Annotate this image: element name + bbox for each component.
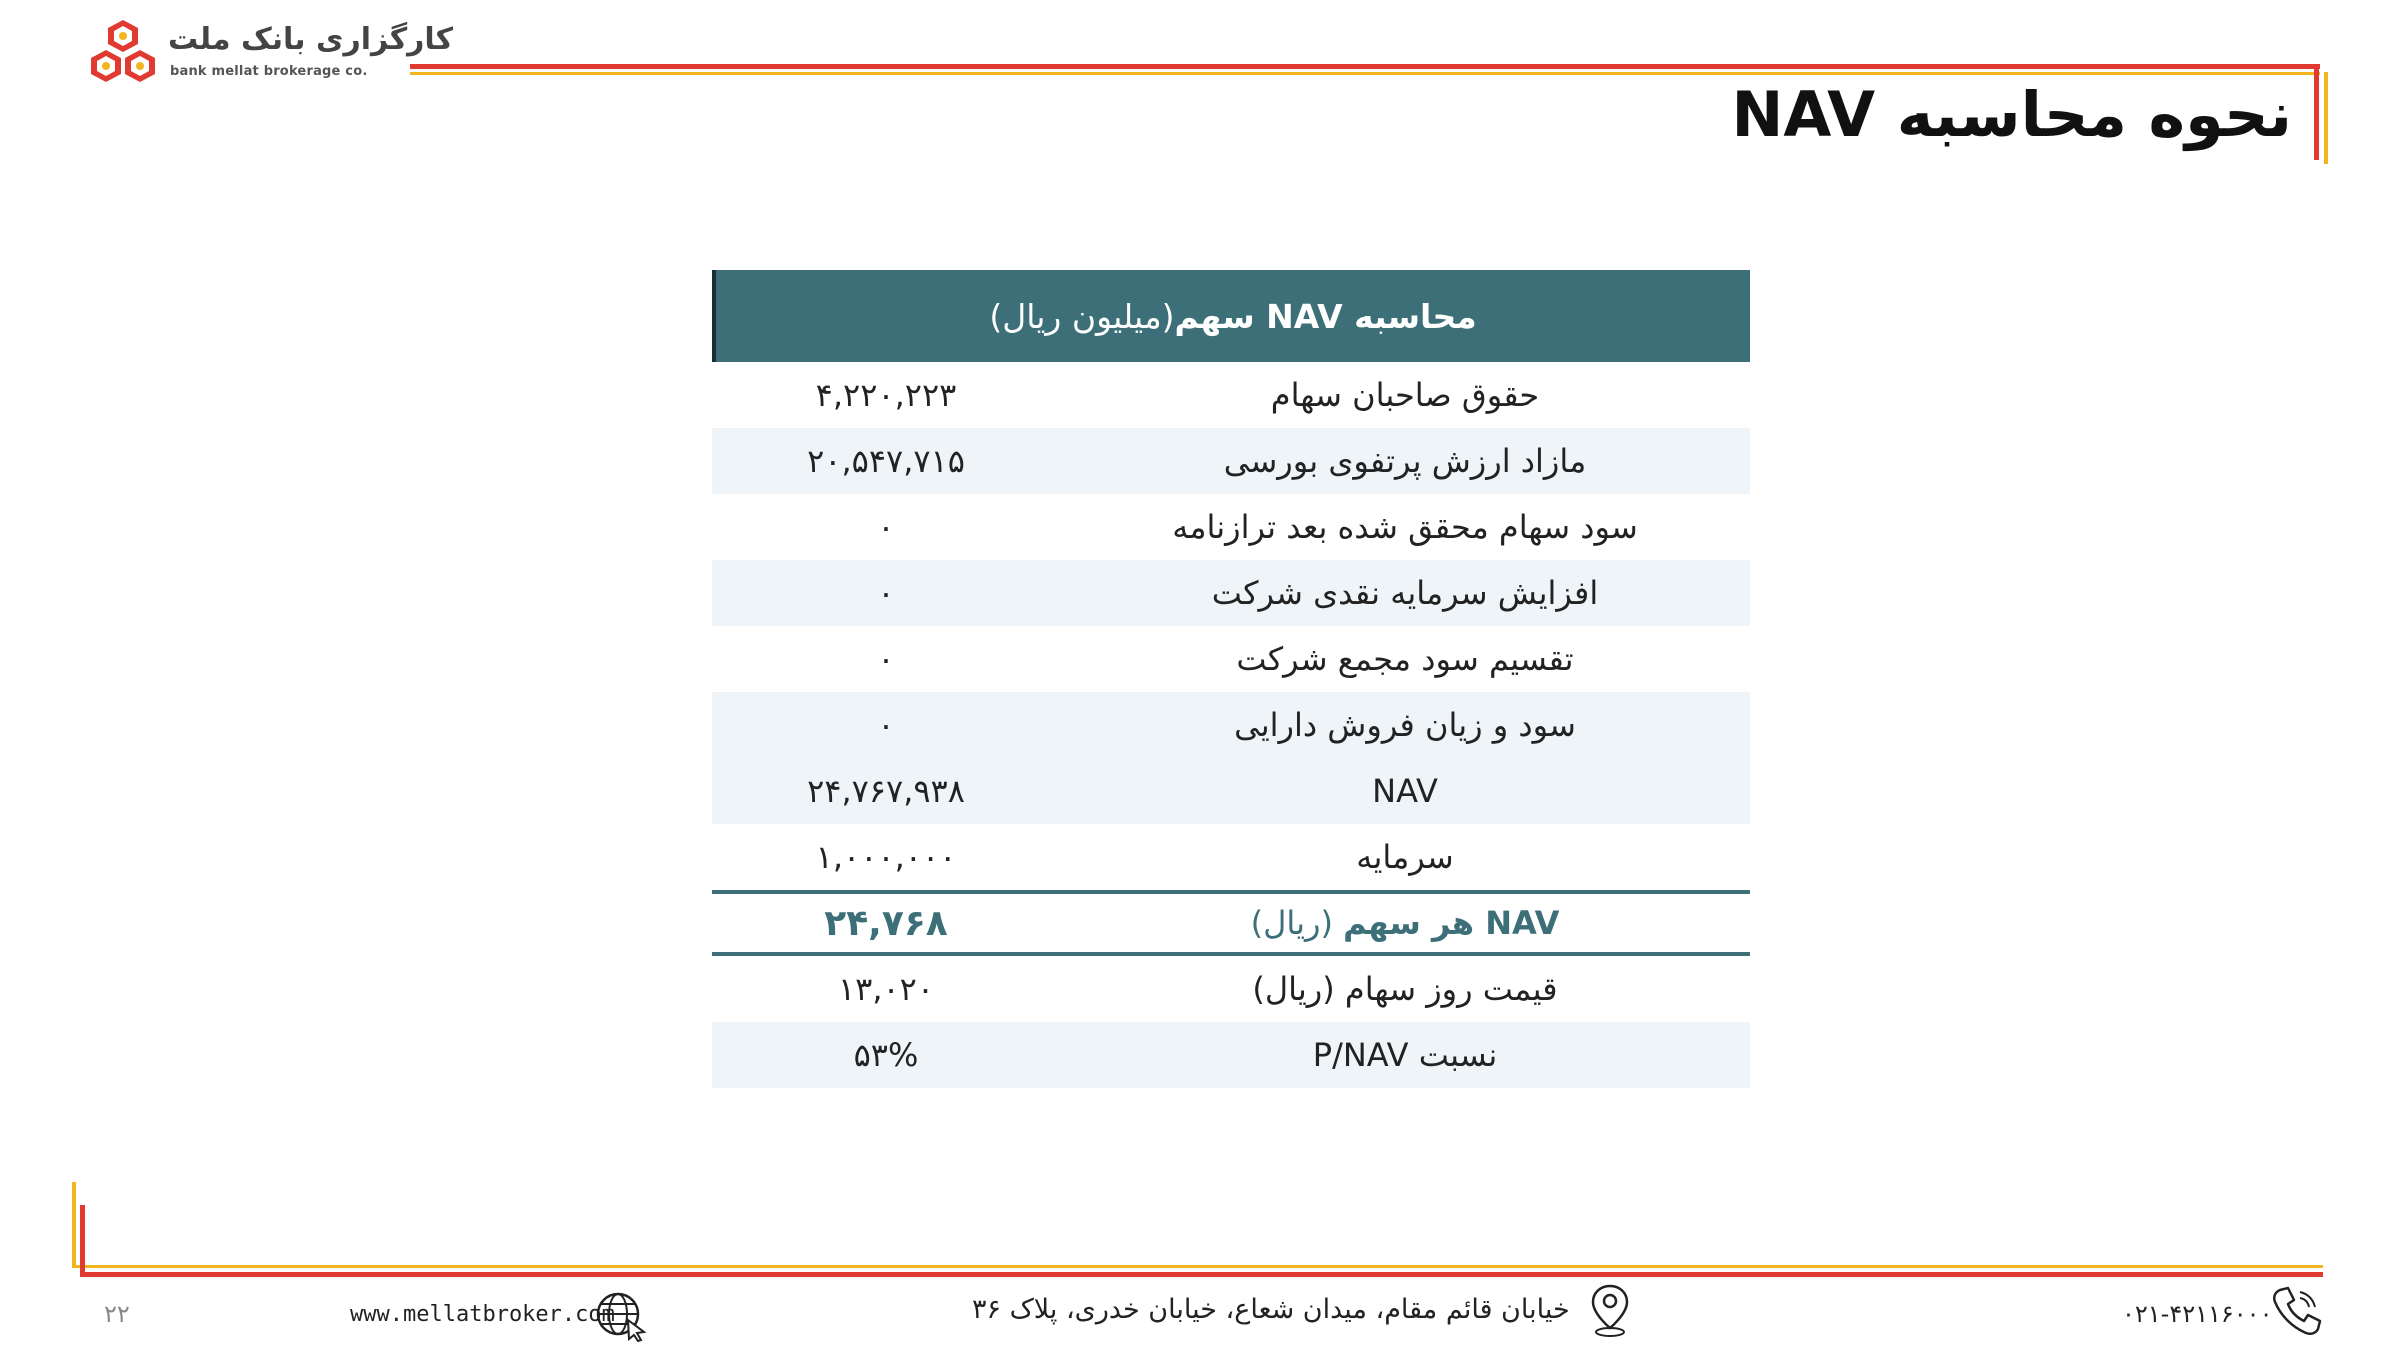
nav-table xyxy=(712,270,1750,1088)
row-label: قیمت روز سهام (ریال) xyxy=(1252,970,1558,1008)
row-value: ۲۰,۵۴۷,۷۱۵ xyxy=(807,442,965,480)
company-logo xyxy=(86,16,454,90)
row-value: ۲۴,۷۶۷,۹۳۸ xyxy=(807,772,965,810)
table-header xyxy=(712,270,1750,362)
header-red-corner xyxy=(2314,64,2319,160)
header-yellow-corner xyxy=(2324,72,2328,164)
website-link[interactable]: www.mellatbroker.com xyxy=(350,1302,615,1327)
footer-phone-number: ۰۲۱-۴۲۱۱۶۰۰۰ xyxy=(2122,1300,2273,1328)
table-header-unit: (میلیون ریال) xyxy=(989,296,1175,336)
page-number: ۲۲ xyxy=(104,1300,130,1328)
table-row xyxy=(712,956,1750,1022)
row-label: NAV xyxy=(1372,772,1438,810)
table-row xyxy=(712,692,1750,758)
row-value: ۵۳% xyxy=(853,1036,919,1074)
row-label: تقسیم سود مجمع شرکت xyxy=(1236,640,1574,678)
table-row xyxy=(712,362,1750,428)
row-value: ۰ xyxy=(877,706,895,744)
table-header-bold: محاسبه NAV سهم xyxy=(1174,296,1477,336)
table-row xyxy=(712,494,1750,560)
row-value: ۱۳,۰۲۰ xyxy=(837,970,935,1008)
nav-per-share-row xyxy=(712,890,1750,956)
row-label: افزایش سرمایه نقدی شرکت xyxy=(1211,574,1599,612)
row-value: ۱,۰۰۰,۰۰۰ xyxy=(815,838,957,876)
footer-address: خیابان قائم مقام، میدان شعاع، خیابان خدری، پلاک ۳۶ xyxy=(972,1294,1570,1325)
table-row xyxy=(712,560,1750,626)
table-row xyxy=(712,758,1750,824)
row-label: سود و زیان فروش دارایی xyxy=(1234,706,1576,744)
bank-mellat-logo-icon xyxy=(86,16,160,90)
nav-per-share-value: ۲۴,۷۶۸ xyxy=(824,902,948,944)
row-label: سود سهام محقق شده بعد ترازنامه xyxy=(1172,508,1638,546)
logo-text-fa: کارگزاری بانک ملت xyxy=(168,22,454,57)
row-label: مازاد ارزش پرتفوی بورسی xyxy=(1223,442,1587,480)
table-row xyxy=(712,428,1750,494)
footer-yellow-corner xyxy=(72,1182,76,1268)
footer-red-corner xyxy=(80,1205,85,1277)
row-label: حقوق صاحبان سهام xyxy=(1270,376,1540,414)
table-row xyxy=(712,626,1750,692)
globe-icon xyxy=(594,1290,650,1342)
logo-text-en: bank mellat brokerage co. xyxy=(170,64,368,79)
nav-per-share-unit: (ریال) xyxy=(1250,904,1344,942)
header-red-line xyxy=(410,64,2320,69)
nav-per-share-label-bold: NAV هر سهم xyxy=(1343,904,1560,942)
header-yellow-line xyxy=(410,72,2320,75)
row-value: ۰ xyxy=(877,574,895,612)
row-value: ۰ xyxy=(877,508,895,546)
row-label: نسبت P/NAV xyxy=(1312,1036,1498,1074)
footer-red-line xyxy=(80,1272,2323,1277)
footer-yellow-line xyxy=(72,1265,2323,1268)
row-value: ۴,۲۲۰,۲۲۳ xyxy=(815,376,957,414)
nav-per-share-label xyxy=(1060,904,1750,942)
table-row xyxy=(712,824,1750,890)
row-label: سرمایه xyxy=(1356,838,1454,876)
location-pin-icon xyxy=(1586,1282,1634,1338)
page-title: نحوه محاسبه NAV xyxy=(1731,78,2292,151)
row-value: ۰ xyxy=(877,640,895,678)
table-row xyxy=(712,1022,1750,1088)
phone-icon xyxy=(2270,1284,2322,1338)
